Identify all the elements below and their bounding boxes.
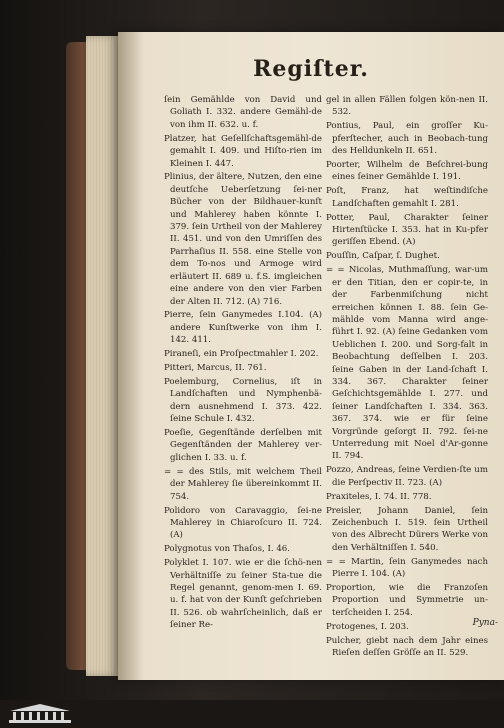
- catchword: Pyna-: [472, 618, 498, 628]
- index-entry: Polidoro von Caravaggio, ſei-ne Mahlerey in Chiaroſcuro II. 724. (A): [164, 505, 322, 541]
- page-title: Regiſter.: [253, 56, 369, 82]
- index-entry: Proportion, wie die Franzoſen Proportion und Symmetrie un-terſcheiden I. 254.: [326, 582, 488, 618]
- index-entry: Pierre, ſein Ganymedes I.104. (A) andere Kunſtwerke von ihm I. 142. 411.: [164, 310, 322, 346]
- index-entry: Praxiteles, I. 74. II. 778.: [326, 491, 432, 502]
- index-entry: Piraneſi, ein Proſpectmahler I. 202.: [164, 349, 319, 360]
- book-page: [118, 32, 504, 680]
- index-entry: Pouſſin, Caſpar, ſ. Dughet.: [326, 251, 440, 262]
- index-entry: Platzer, hat Geſellſchaftsgemähl-de gemahlt I. 409. und Hiſto-rien im Kleinen I. 447.: [164, 133, 322, 169]
- library-logo-icon: [8, 703, 72, 725]
- index-entry: Pulcher, giebt nach dem Jahr eines Rieſen deſſen Gröſſe an II. 529.: [326, 635, 488, 658]
- right-column: [326, 94, 488, 661]
- index-entry: Pontius, Paul, ein groſſer Ku-pferſtecher, auch in Beobach-tung des Helldunkeln II. 651.: [326, 121, 488, 157]
- index-entry: Poeſie, Gegenſtände derſelben mit Gegenſtänden der Mahlerey ver-glichen I. 33. u. f.: [164, 428, 322, 463]
- index-entry: Preisler, Johann Daniel, ſein Zeichenbuch I. 519. ſein Urtheil von des Albrecht Dürers Werke von den Verhältniſſen I. 540.: [326, 505, 488, 553]
- index-entry: Protogenes, I. 203.: [326, 621, 409, 632]
- index-entry: Poſt, Franz, hat weſtindiſche Landſchaften gemahlt I. 281.: [326, 186, 488, 209]
- index-entry: ſein Gemählde von David und Goliath I. 332. andere Gemähl-de von ihm II. 632. u. f.: [164, 95, 322, 130]
- index-entry: Poorter, Wilhelm de Beſchrei-bung eines ſeiner Gemählde I. 191.: [326, 160, 488, 183]
- index-entry: Pitteri, Marcus, II. 761.: [164, 363, 267, 374]
- index-entry: Polygnotus von Thaſos, I. 46.: [164, 544, 290, 555]
- bottom-strip: [0, 700, 504, 728]
- left-column: [164, 94, 322, 633]
- index-entry: = = des Stils, mit welchem Theil der Mahlerey ſie übereinkommt II. 754.: [164, 466, 322, 502]
- gutter-shadow: [118, 32, 144, 680]
- index-entry: gel in allen Fällen folgen kön-nen II. 532.: [326, 95, 488, 118]
- index-entry: = = Martin, ſein Ganymedes nach Pierre I. 104. (A): [326, 556, 488, 580]
- index-entry: Poelemburg, Cornelius, iſt in Landſchaften und Nymphenbä-dern ausnehmend I. 373. 422. ſeine Schule I. 432.: [164, 376, 322, 425]
- index-entry: Polyklet I. 107. wie er die ſchö-nen Verhältniſſe zu ſeiner Sta-tue die Regel genannt, genom-men I. 69. u. f. hat von der Kunſt geſchrieben II. 526. ob wahrſcheinlich, daß er ſeiner Re-: [164, 558, 322, 631]
- index-entry: = = Nicolas, Muthmaſſung, war-um er den Titian, den er copir-te, in der Farbenmiſchung nicht erreichen können I. 88. ſein Ge-mählde vom Manna wird ange-führt I. 92. (A) ſeine Gedanken vom Ueblichen I. 200. und Sorg-falt in Beobachtung deſſelben I. 203. ſeine Gaben in der Land-ſchaft I. 334. 367. Charakter ſeiner Geſchichtsgemählde I. 277. und ſeiner Landſchaften I. 334. 363. 367. 374. wie er für ſeine Vorgründe geſorgt II. 792. ſei-ne Unterredung mit Noel d'Ar-gonne II. 794.: [326, 265, 488, 462]
- index-entry: Potter, Paul, Charakter ſeiner Hirtenſtücke I. 353. hat in Ku-pfer geriſſen Ebend. (A): [326, 212, 488, 248]
- index-entry: Pozzo, Andreas, ſeine Verdien-ſte um die Perſpectiv II. 723. (A): [326, 465, 488, 488]
- page-edges: [86, 36, 122, 676]
- index-entry: Plinius, der ältere, Nutzen, den eine deutſche Ueberſetzung ſei-ner Bücher von der Bildhauer-kunſt und Mahlerey haben könnte I. 379. ſein Urtheil von der Mahlerey II. 451. und von den Umriſſen des Parrhaſius II. 558. eine Stelle von dem To-nos und Armoge wird erläutert II. 689 u. f.S. imgleichen eine andere von den vier Farben der Alten II. 712. (A) 716.: [164, 172, 322, 307]
